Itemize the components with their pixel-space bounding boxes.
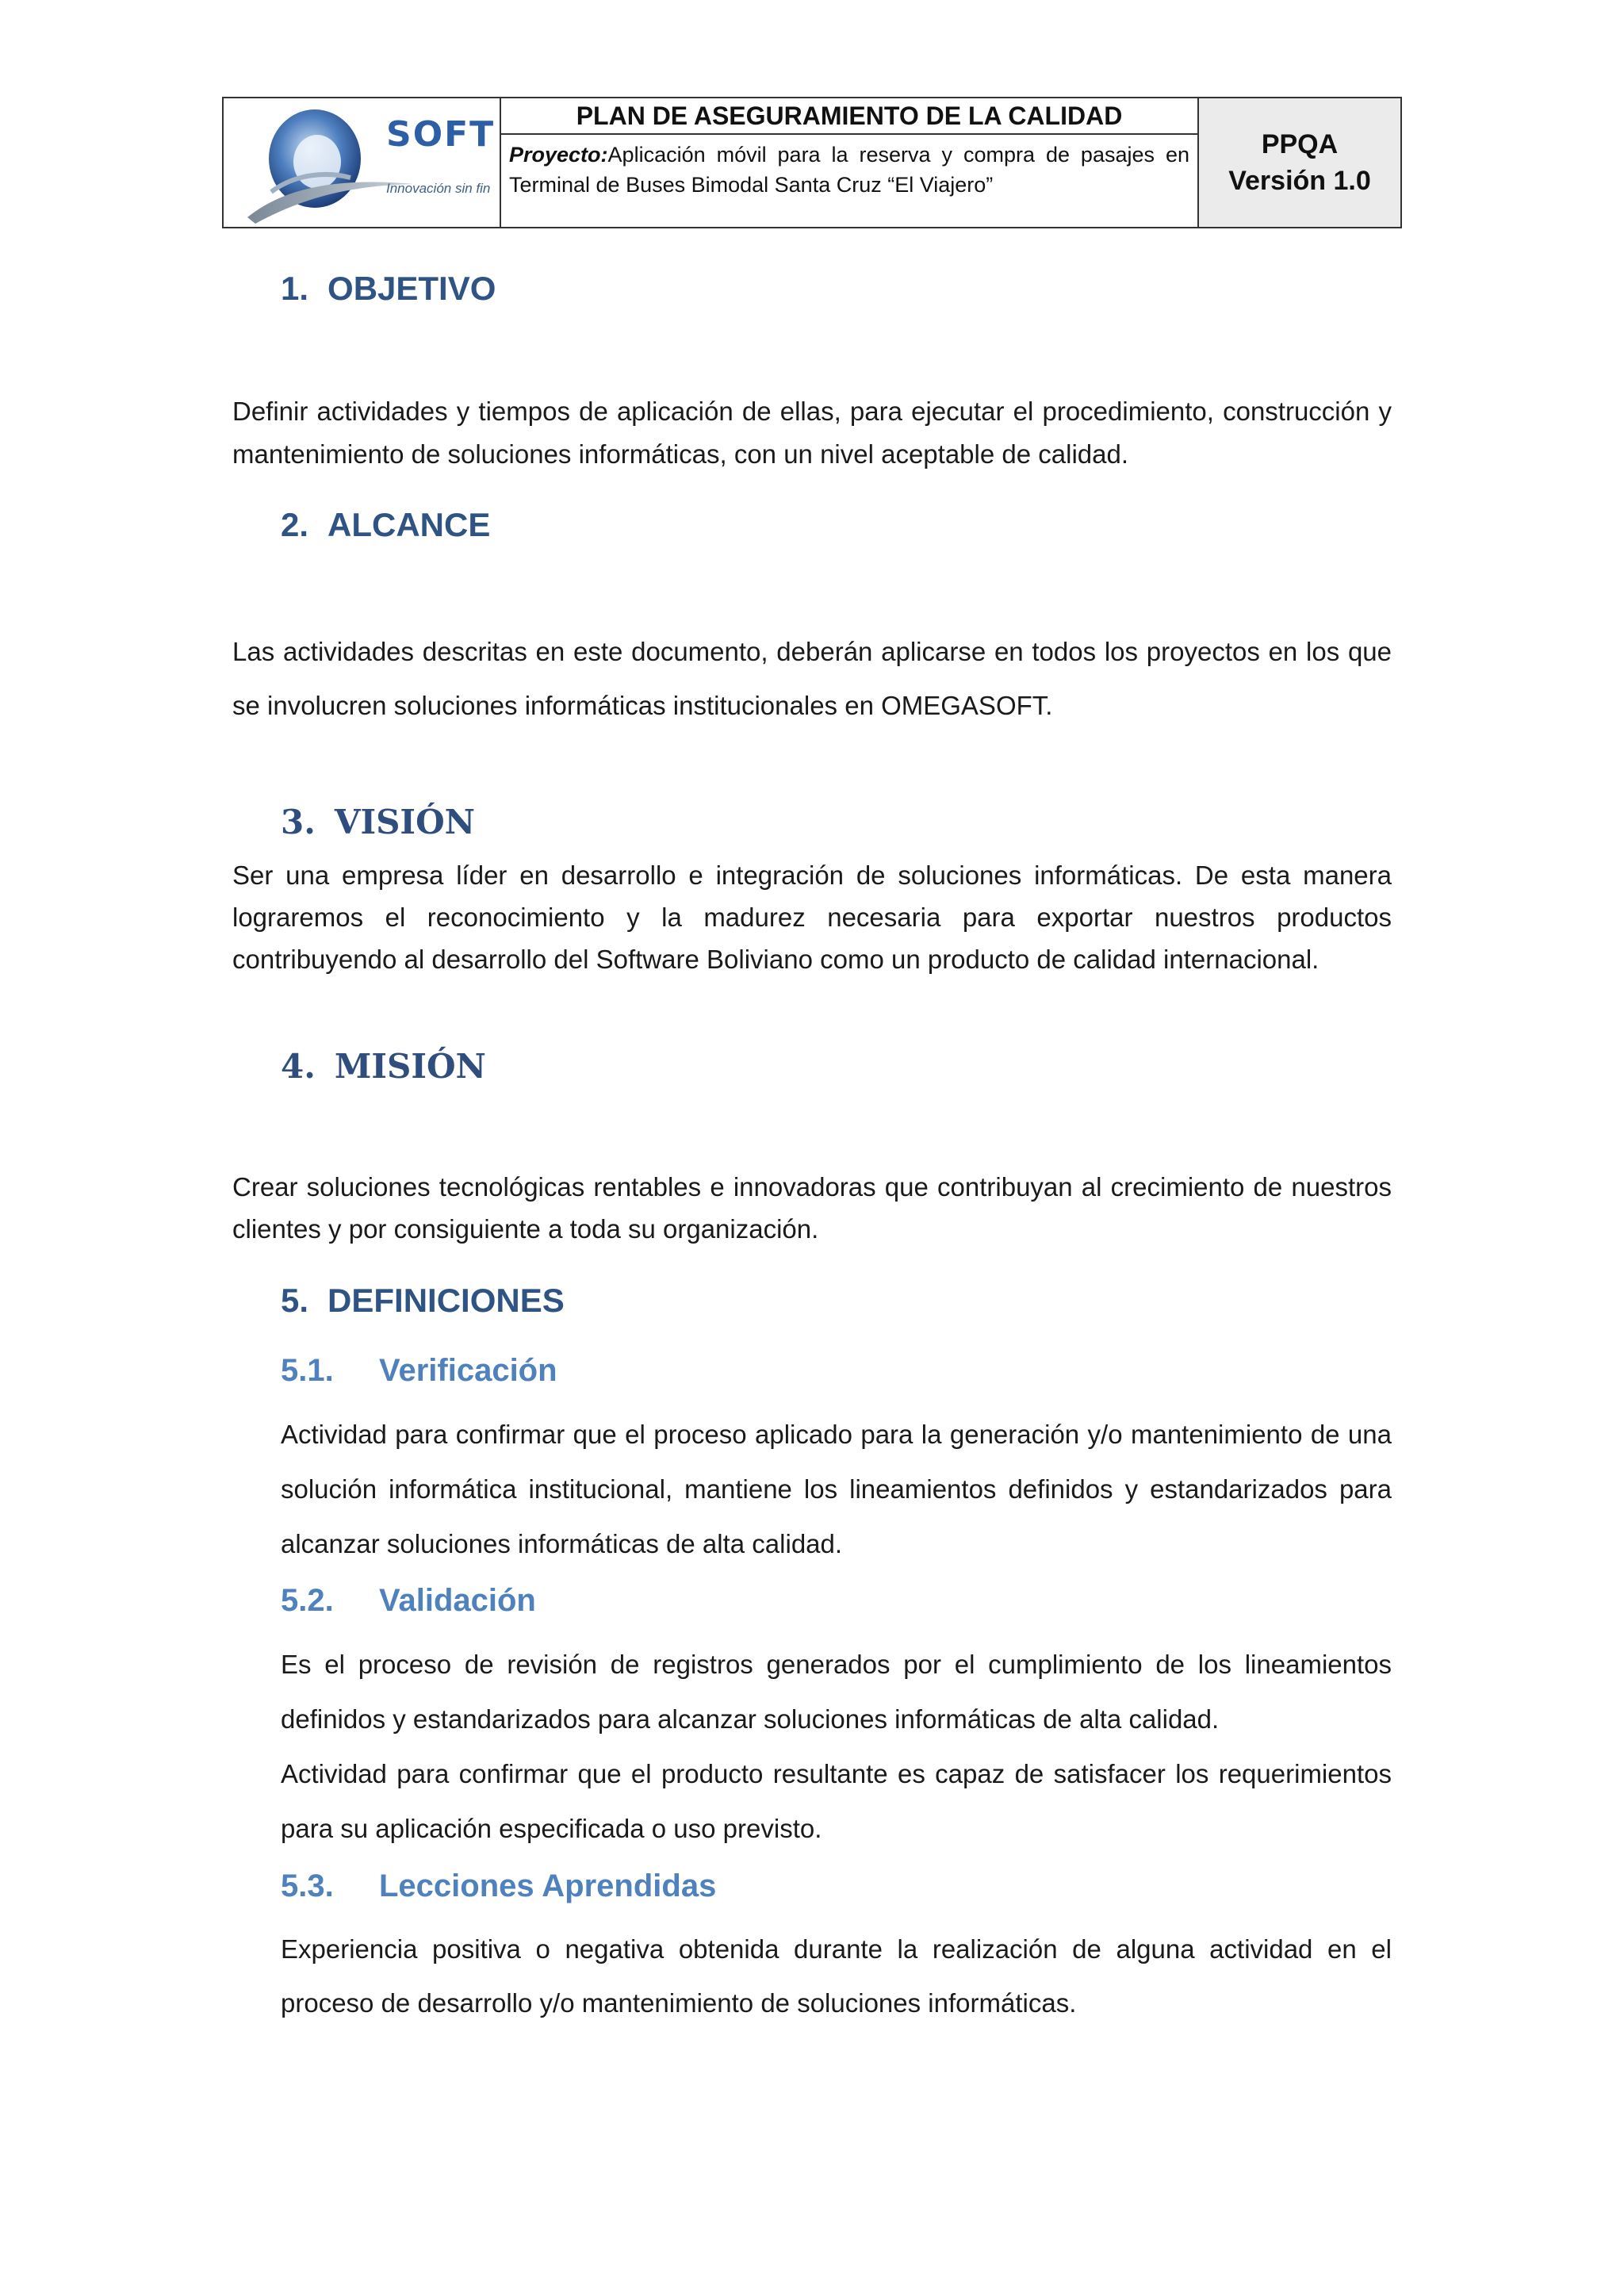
document-code: PPQA	[1261, 129, 1339, 159]
section-heading-mision	[281, 1047, 486, 1086]
section-number: 3.	[281, 803, 316, 841]
section-title: DEFINICIONES	[327, 1282, 565, 1319]
header-version-cell	[1199, 98, 1400, 227]
subsection-title: Lecciones Aprendidas	[379, 1869, 717, 1903]
document-title: PLAN DE ASEGURAMIENTO DE LA CALIDAD	[501, 98, 1197, 135]
section-number: 4.	[281, 1047, 316, 1086]
company-logo	[224, 98, 501, 227]
subsection-heading-verificacion	[281, 1353, 557, 1389]
validacion-paragraph-2: Actividad para confirmar que el producto resultante es capaz de satisfacer los requerimientos para su aplicación especificada o uso previsto.	[281, 1759, 1392, 1843]
project-label: Proyecto:	[509, 143, 608, 167]
section-heading-alcance	[281, 506, 490, 544]
vision-paragraph: Ser una empresa líder en desarrollo e integración de soluciones informáticas. De esta manera lograremos el reconocimiento y la madurez necesaria para exportar nuestros productos contribuyendo al desarrollo del Software Boliviano como un producto de calidad internacional.	[232, 861, 1392, 974]
objetivo-paragraph: Definir actividades y tiempos de aplicación de ellas, para ejecutar el procedimiento, construcción y mantenimiento de soluciones informáticas, con un nivel aceptable de calidad.	[232, 397, 1392, 469]
header-center-cell	[501, 98, 1199, 227]
subsection-title: Validación	[379, 1583, 536, 1618]
section-number: 1.	[281, 270, 309, 307]
subsection-number: 5.1.	[281, 1353, 334, 1388]
logo-brand-text: SOFT	[386, 114, 496, 155]
section-number: 2.	[281, 506, 309, 543]
section-heading-objetivo	[281, 270, 496, 308]
validacion-paragraph-1: Es el proceso de revisión de registros generados por el cumplimiento de los lineamientos definidos y estandarizados para alcanzar soluciones informáticas de alta calidad.	[281, 1650, 1392, 1734]
verificacion-paragraph: Actividad para confirmar que el proceso aplicado para la generación y/o mantenimiento de una solución informática institucional, mantiene los lineamientos definidos y estandarizados para alcanzar soluciones informáticas de alta calidad.	[281, 1420, 1392, 1558]
section-title: ALCANCE	[327, 506, 491, 543]
subsection-number: 5.2.	[281, 1583, 334, 1618]
document-header	[222, 97, 1402, 228]
section-title: OBJETIVO	[327, 270, 496, 307]
lecciones-paragraph: Experiencia positiva o negativa obtenida durante la realización de alguna actividad en el proceso de desarrollo y/o mantenimiento de soluciones informáticas.	[281, 1934, 1392, 2018]
alcance-paragraph: Las actividades descritas en este documento, deberán aplicarse en todos los proyectos en los que se involucren soluciones informáticas institucionales en OMEGASOFT.	[232, 637, 1392, 720]
subsection-title: Verificación	[379, 1353, 557, 1388]
document-version: Versión 1.0	[1228, 166, 1371, 196]
project-text: Aplicación móvil para la reserva y compra de pasajes en Terminal de Buses Bimodal Santa Cruz “El Viajero”	[509, 143, 1189, 197]
section-heading-definiciones	[281, 1282, 565, 1320]
subsection-heading-lecciones	[281, 1869, 716, 1904]
subsection-number: 5.3.	[281, 1869, 334, 1903]
section-number: 5.	[281, 1282, 309, 1319]
mision-paragraph: Crear soluciones tecnológicas rentables e innovadoras que contribuyan al crecimiento de nuestros clientes y por consiguiente a toda su organización.	[232, 1172, 1392, 1244]
project-description	[501, 135, 1197, 200]
logo-tagline: Innovación sin fin	[386, 181, 491, 196]
section-title: VISIÓN	[334, 803, 476, 841]
section-heading-vision	[281, 803, 475, 841]
subsection-heading-validacion	[281, 1583, 536, 1619]
section-title: MISIÓN	[334, 1047, 486, 1086]
